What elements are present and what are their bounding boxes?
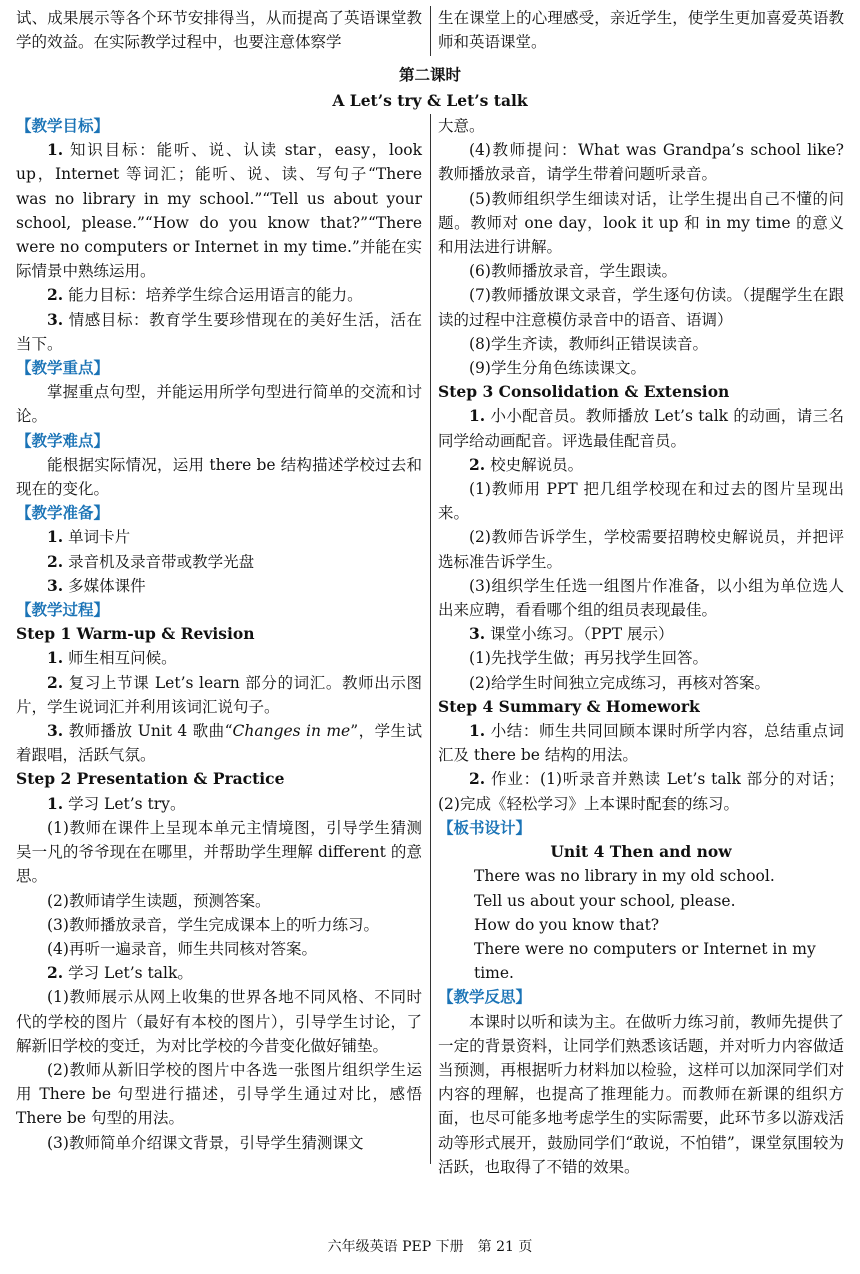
section-heading-preparation: 【教学准备】 (16, 503, 110, 523)
section-heading-difficulties: 【教学难点】 (16, 430, 110, 450)
right-column (438, 114, 844, 1179)
board-title: Unit 4 Then and now (550, 842, 732, 862)
step1-item-3: 3. 教师播放 Unit 4 歌曲“Changes in me”，学生试着跟唱，活跃气氛。 (16, 721, 422, 765)
step2-sub-1a: (1)教师在课件上呈现本单元主情境图，引导学生猜测吴一凡的爷爷现在在哪里，并帮助学生理解 different 的意思。 (16, 818, 422, 886)
step2-sub-1d: (4)再听一遍录音，师生共同核对答案。 (47, 939, 317, 958)
page-footer: 六年级英语 PEP 下册 第 21 页 (327, 1239, 533, 1255)
objective-1: 1. 知识目标：能听、说、认读 star，easy，look up，Internet 等词汇；能听、说、读、写句子“There was no library in my school.”“Tell us about your school, please.”“How do you know that?”“There were no computers or Internet in my time.”并能在实际情景中熟练运用。 (16, 140, 422, 281)
section-heading-key-points: 【教学重点】 (16, 358, 110, 378)
section-heading-board: 【板书设计】 (438, 817, 532, 837)
difficulties-text: 能根据实际情况，运用 there be 结构描述学校过去和现在的变化。 (16, 455, 422, 499)
step3-sub-3b: (2)给学生时间独立完成练习，再核对答案。 (469, 673, 770, 692)
board-line: How do you know that? (474, 915, 660, 934)
continuation-text: 大意。 (438, 117, 485, 135)
left-column (16, 114, 422, 1155)
key-points-text: 掌握重点句型，并能运用所学句型进行简单的交流和讨论。 (16, 383, 422, 426)
song-title: Changes in me (232, 722, 351, 741)
step2-sub-2d: (4)教师提问：What was Grandpa’s school like? 教师播放录音，请学生带着问题听录音。 (438, 141, 844, 184)
step3-sub-3a: (1)先找学生做；再另找学生回答。 (469, 649, 708, 668)
step4-item-1: 1. 小结：师生共同回顾本课时所学内容，总结重点词汇及 there be 结构的用法。 (438, 721, 844, 765)
step4-item-2: 2. 作业：(1)听录音并熟读 Let’s talk 部分的对话；(2)完成《轻松学习》上本课时配套的练习。 (438, 769, 844, 813)
objective-3: 3. 情感目标：教育学生要珍惜现在的美好生活，活在当下。 (16, 309, 422, 353)
step2-sub-2i: (9)学生分角色练读课文。 (469, 359, 646, 378)
prep-item-1: 1. 单词卡片 (47, 527, 131, 547)
step2-sub-2e: (5)教师组织学生细读对话，让学生提出自己不懂的问题。教师对 one day，look it up 和 in my time 的意义和用法进行讲解。 (438, 189, 844, 257)
section-heading-objectives: 【教学目标】 (16, 116, 110, 135)
main-two-column (16, 114, 844, 1176)
section-heading-process: 【教学过程】 (16, 600, 110, 620)
board-line: There were no computers or Internet in my time. (474, 939, 816, 983)
lesson-header (16, 62, 844, 114)
step2-sub-2f: (6)教师播放录音，学生跟读。 (469, 262, 677, 281)
step-1-heading: Step 1 Warm-up & Revision (16, 624, 255, 644)
top-left-text: 试、成果展示等各个环节安排得当，从而提高了英语课堂教学的效益。在实际教学过程中，也要注意体察学 (16, 9, 422, 52)
step2-item-1: 1. 学习 Let’s try。 (47, 793, 186, 813)
step2-sub-2b: (2)教师从新旧学校的图片中各选一张图片组织学生运用 There be 句型进行描述，引导学生通过对比，感悟 There be 句型的用法。 (16, 1060, 422, 1128)
step3-item-3: 3. 课堂小练习。（PPT 展示） (469, 624, 674, 644)
step2-sub-2c: (3)教师简单介绍课文背景，引导学生猜测课文 (47, 1133, 364, 1152)
lesson-title: 第二课时 (398, 65, 461, 84)
step1-item-2: 2. 复习上节课 Let’s learn 部分的词汇。教师出示图片，学生说词汇并利用该词汇说句子。 (16, 672, 422, 716)
step2-sub-1b: (2)教师请学生读题，预测答案。 (47, 891, 271, 910)
step2-item-2: 2. 学习 Let’s talk。 (47, 963, 193, 983)
step3-sub-2b: (2)教师告诉学生，学校需要招聘校史解说员，并把评选标准告诉学生。 (438, 528, 844, 571)
step3-sub-2a: (1)教师用 PPT 把几组学校现在和过去的图片呈现出来。 (438, 480, 844, 523)
column-divider-main (430, 114, 431, 1164)
step3-sub-2c: (3)组织学生任选一组图片作准备，以小组为单位选人出来应聘，看看哪个组的组员表现最佳。 (438, 576, 844, 620)
step3-item-1: 1. 小小配音员。教师播放 Let’s talk 的动画，请三名同学给动画配音。评选最佳配音员。 (438, 406, 844, 450)
column-divider-top (430, 6, 431, 56)
step2-sub-2a: (1)教师展示从网上收集的世界各地不同风格、不同时代的学校的图片（最好有本校的图片），引导学生讨论，了解新旧学校的变迁，为对比学校的今昔变化做好铺垫。 (16, 988, 422, 1055)
objective-2: 2. 能力目标：培养学生综合运用语言的能力。 (47, 285, 363, 305)
step3-item-2: 2. 校史解说员。 (469, 454, 584, 474)
step2-sub-2h: (8)学生齐读，教师纠正错误读音。 (469, 334, 708, 353)
prep-item-2: 2. 录音机及录音带或教学光盘 (47, 551, 255, 571)
lesson-subtitle: A Let’s try & Let’s talk (332, 91, 528, 110)
step-3-heading: Step 3 Consolidation & Extension (438, 382, 730, 402)
step2-sub-2g: (7)教师播放课文录音，学生逐句仿读。（提醒学生在跟读的过程中注意模仿录音中的语音、语调） (438, 286, 844, 329)
board-line: There was no library in my old school. (474, 867, 775, 886)
prep-item-3: 3. 多媒体课件 (47, 575, 146, 595)
step-4-heading: Step 4 Summary & Homework (438, 696, 700, 716)
reflection-text: 本课时以听和读为主。在做听力练习前，教师先提供了一定的背景资料，让同学们熟悉该话题，并对听力内容做适当预测，再根据听力材料加以检验，这样可以加深同学们对内容的理解，也提高了推理能力。而教师在新课的组织方面，也尽可能多地考虑学生的实际需要，此环节多以游戏活动等形式展开，鼓励同学们“敢说，不怕错”，课堂氛围较为活跃，也取得了不错的效果。 (438, 1012, 844, 1176)
top-right-text: 生在课堂上的心理感受，亲近学生，使学生更加喜爱英语教师和英语课堂。 (438, 9, 844, 52)
top-continuation (16, 6, 844, 62)
step-2-heading: Step 2 Presentation & Practice (16, 769, 285, 789)
board-line: Tell us about your school, please. (474, 891, 736, 910)
board-lines (438, 864, 844, 985)
step1-item-1: 1. 师生相互问候。 (47, 648, 177, 668)
step2-sub-1c: (3)教师播放录音，学生完成课本上的听力练习。 (47, 915, 379, 934)
section-heading-reflection: 【教学反思】 (438, 987, 532, 1007)
